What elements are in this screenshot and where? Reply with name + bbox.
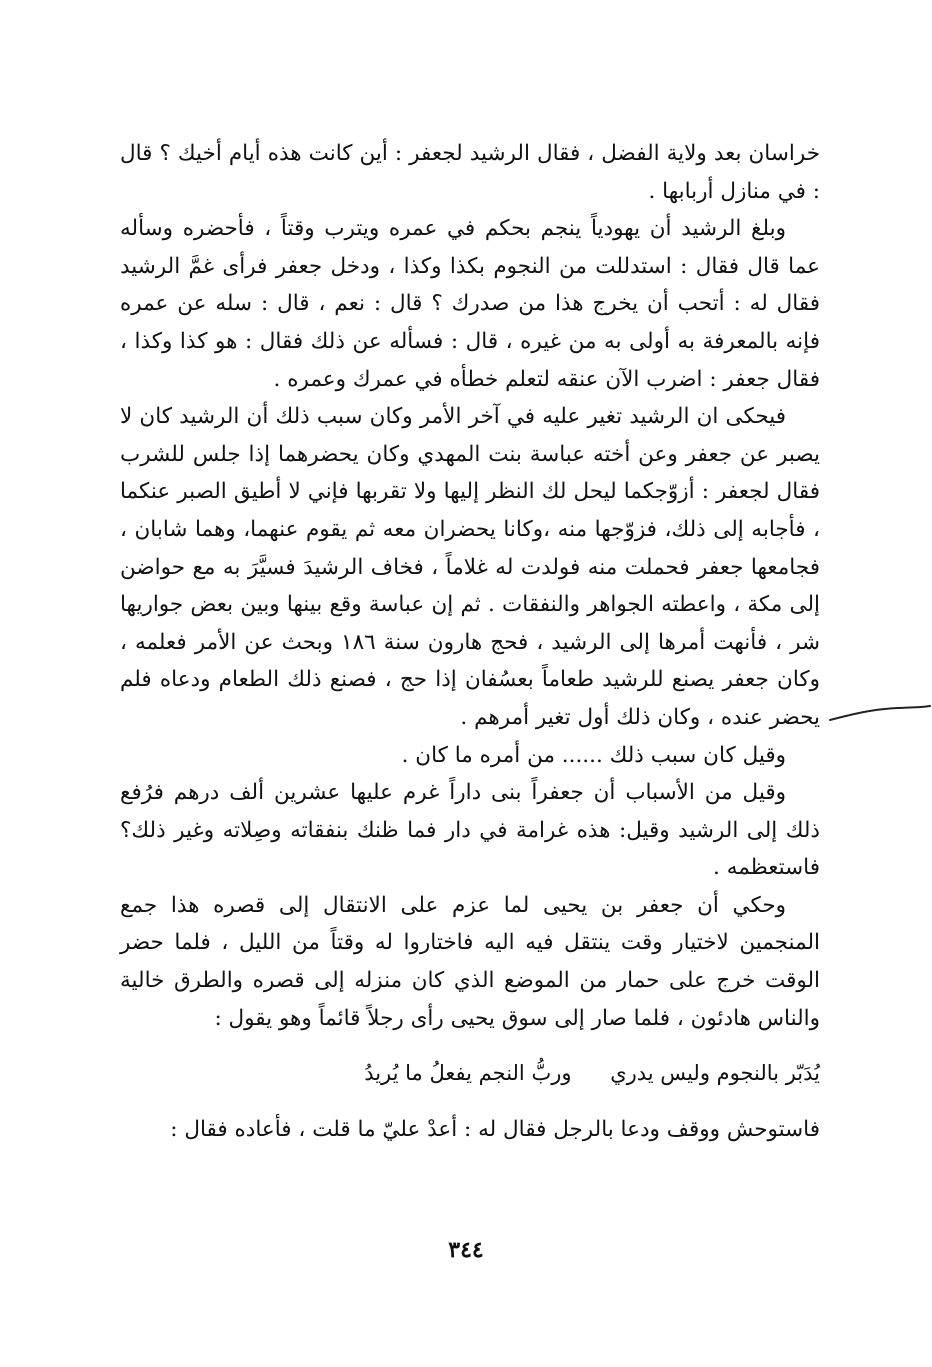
paragraph-3: فيحكى ان الرشيد تغير عليه في آخر الأمر وكان سبب ذلك أن الرشيد كان لا يصبر عن جعفر وعن أخته عباسة بنت المهدي وكان يحضرهما إذا جلس للشرب فقال لجعفر : أزوّجكما ليحل لك النظر إليها ولا تقربها فإني لا أطيق الصبر عنكما ، فأجابه إلى ذلك، فزوّجها منه ،وكانا يحضران معه ثم يقوم عنهما، وهما شابان ، فجامعها جعفر فحملت منه فولدت له غلاماً ، فخاف الرشيدَ فسيَّرَ به مع حواضن إلى مكة ، واعطته الجواهر والنفقات . ثم إن عباسة وقع بينها وبين بعض جواريها شر ، فأنهت أمرها إلى الرشيد ، فحج هارون سنة ١٨٦ وبحث عن الأمر فعلمه ، وكان جعفر يصنع للرشيد طعاماً بعسُفان إذا حج ، فصنع ذلك الطعام ودعاه فلم يحضر عنده ، وكان ذلك أول تغير أمرهم . bbox=[120, 404, 820, 730]
verse-second-hemistich: وربُّ النجم يفعلُ ما يُريدُ bbox=[364, 1061, 572, 1086]
paragraph-2: وبلغ الرشيد أن يهودياً ينجم بحكم في عمره ويترب وقتاً ، فأحضره وسأله عما قال فقال : استدللت من النجوم بكذا وكذا ، ودخل جعفر فرأى غمَّ الرشيد فقال له : أتحب أن يخرج هذا من صدرك ؟ قال : نعم ، قال : سله عن عمره فإنه بالمعرفة به أولى به من غيره ، قال : فسأله عن ذلك فقال : هو كذا وكذا ، فقال جعفر : اضرب الآن عنقه لتعلم خطأه في عمرك وعمره . bbox=[120, 216, 820, 392]
poetry-verse bbox=[120, 1055, 820, 1093]
margin-pen-stroke bbox=[828, 700, 932, 726]
paragraph-4: وقيل كان سبب ذلك ...... من أمره ما كان . bbox=[401, 742, 786, 768]
paragraph-5: وقيل من الأسباب أن جعفراً بنى داراً غرم عليها عشرين ألف درهم فرُفع ذلك إلى الرشيد وقيل: هذه غرامة في دار فما ظنك بنفقاته وصِلاته وغير ذلك؟ فاستعظمه . bbox=[120, 780, 820, 881]
verse-first-hemistich: يُدَبّر بالنجوم وليس يدري bbox=[610, 1061, 820, 1086]
paragraph-6: وحكي أن جعفر بن يحيى لما عزم على الانتقال إلى قصره هذا جمع المنجمين لاختيار وقت ينتقل فيه اليه فاختاروا له وقتاً من الليل ، فلما حضر الوقت خرج على حمار من الموضع الذي كان منزله إلى قصره والطرق خالية والناس هادئون ، فلما صار إلى سوق يحيى رأى رجلاً قائماً وهو يقول : bbox=[120, 892, 820, 1031]
document-page bbox=[120, 135, 820, 1265]
page-number: ٣٤٤ bbox=[448, 1237, 484, 1263]
closing-paragraph: فاستوحش ووقف ودعا بالرجل فقال له : أعدْ عليّ ما قلت ، فأعاده فقال : bbox=[170, 1116, 820, 1142]
paragraph-1: خراسان بعد ولاية الفضل ، فقال الرشيد لجعفر : أين كانت هذه أيام أخيك ؟ قال : في منازل أربابها . bbox=[120, 141, 820, 204]
